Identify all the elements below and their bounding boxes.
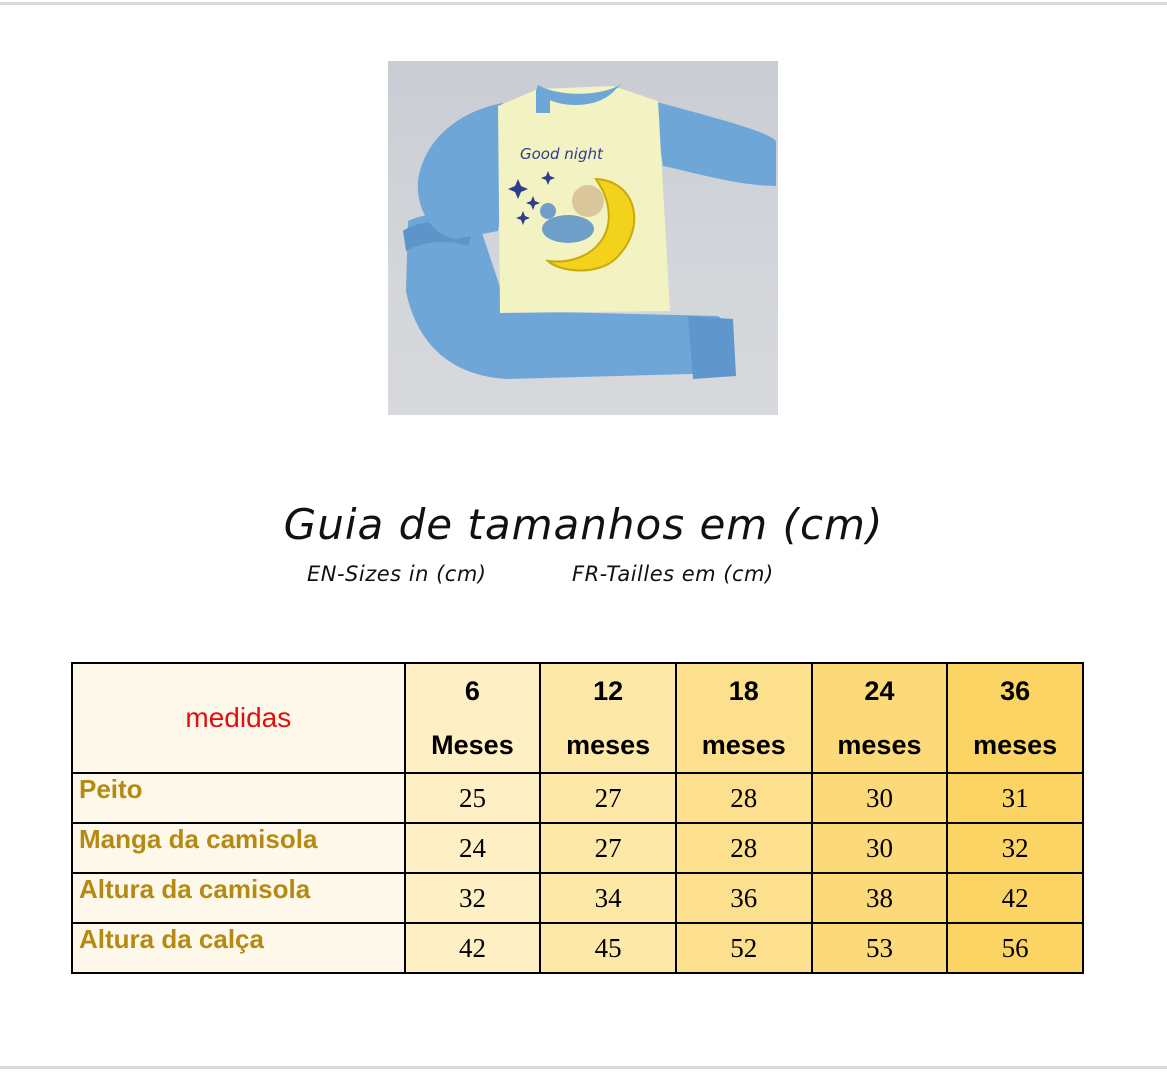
table-cell: 31 — [947, 773, 1083, 823]
column-header: 12 meses — [540, 663, 676, 773]
table-cell: 24 — [405, 823, 541, 873]
table-cell: 53 — [812, 923, 948, 973]
table-header-row — [72, 663, 1083, 773]
table-row — [72, 823, 1083, 873]
table-cell: 42 — [947, 873, 1083, 923]
row-label: Altura da camisola — [72, 873, 405, 923]
column-header: 24 meses — [812, 663, 948, 773]
table-row — [72, 923, 1083, 973]
guide-subtitle-en: EN-Sizes in (cm) — [307, 562, 487, 586]
table-cell: 32 — [405, 873, 541, 923]
table-cell: 36 — [676, 873, 812, 923]
table-cell: 34 — [540, 873, 676, 923]
row-label: Altura da calça — [72, 923, 405, 973]
row-label: Manga da camisola — [72, 823, 405, 873]
column-header: 18 meses — [676, 663, 812, 773]
table-row — [72, 873, 1083, 923]
table-cell: 45 — [540, 923, 676, 973]
table-cell: 27 — [540, 773, 676, 823]
column-header: 36 meses — [947, 663, 1083, 773]
row-label: Peito — [72, 773, 405, 823]
table-cell: 28 — [676, 823, 812, 873]
guide-subtitle-fr: FR-Tailles em (cm) — [572, 562, 774, 586]
table-row — [72, 773, 1083, 823]
table-cell: 56 — [947, 923, 1083, 973]
table-cell: 52 — [676, 923, 812, 973]
measures-header: medidas — [72, 663, 405, 773]
bottom-divider — [0, 1066, 1167, 1069]
print-text: Good night — [520, 145, 603, 163]
table-cell: 30 — [812, 823, 948, 873]
guide-title: Guia de tamanhos em (cm) — [283, 500, 884, 549]
table-cell: 25 — [405, 773, 541, 823]
table-cell: 28 — [676, 773, 812, 823]
product-photo — [388, 61, 778, 415]
table-cell: 32 — [947, 823, 1083, 873]
size-table — [71, 662, 1084, 974]
table-cell: 42 — [405, 923, 541, 973]
table-cell: 30 — [812, 773, 948, 823]
pajama-illustration — [388, 61, 778, 415]
table-cell: 27 — [540, 823, 676, 873]
table-cell: 38 — [812, 873, 948, 923]
top-divider — [0, 2, 1167, 5]
column-header: 6 Meses — [405, 663, 541, 773]
